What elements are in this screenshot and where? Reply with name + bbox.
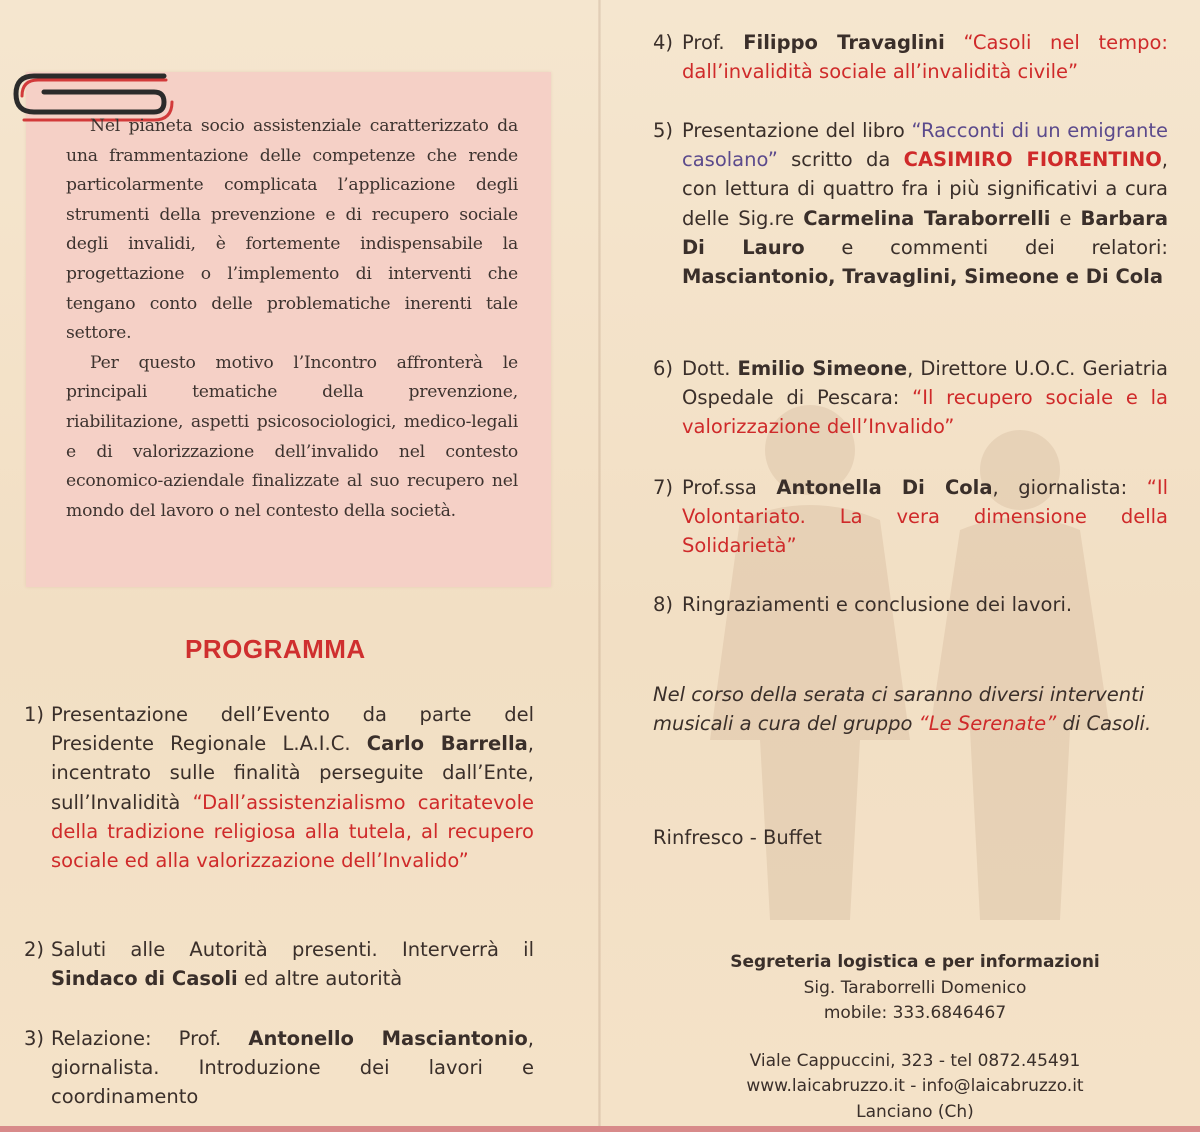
speaker-name: Filippo Travaglini	[743, 31, 945, 54]
program-item-4	[653, 28, 1168, 86]
contact-mobile: mobile: 333.6846467	[823, 1003, 1007, 1023]
item-number: 4)	[653, 31, 674, 54]
item-text: , con lettura di quattro fra i più significativi a cura delle Sig.re	[682, 148, 1168, 230]
book-title: “Racconti di un emigrante casolano”	[682, 119, 1168, 172]
item-body: Ringraziamenti e conclusione dei lavori.	[682, 593, 1073, 616]
item-number: 1)	[24, 703, 45, 726]
program-item-1	[24, 700, 534, 875]
contact-city: Lanciano (Ch)	[856, 1101, 974, 1122]
program-item-3	[24, 1024, 534, 1112]
talk-title: “Dall’assistenzialismo caritatevole della tradizione religiosa alla tutela, al recupero sociale ed alla valorizzazione dell’Invalido”	[51, 790, 534, 873]
intro-paragraph-1: Nel pianeta socio assistenziale caratterizzato da una frammentazione delle competenze che rende particolarmente complicata l’applicazione degli strumenti della prevenzione e di recupero sociale degli invalidi, è fortemente indispensabile la progettazione o l’implemento di interventi che tengano conto delle problematiche inerenti tale settore.	[66, 116, 518, 344]
intro-paragraph-2: Per questo motivo l’Incontro affronterà le principali tematiche della prevenzione, riabilitazione, aspetti psicosociologici, medico-legali e di valorizzazione dell’invalido nel contesto economico-aziendale finalizzate al suo recupero nel mondo del lavoro o nel contesto della società.	[66, 352, 518, 521]
item-text: Presentazione dell’Evento da parte del Presidente Regionale L.A.I.C.	[51, 703, 534, 756]
program-item-2	[24, 935, 534, 993]
talk-title: “Il Volontariato. La vera dimensione della Solidarietà”	[682, 476, 1168, 558]
reader-name: Carmelina Taraborrelli	[803, 206, 1051, 230]
item-body	[51, 700, 534, 875]
program-item-5	[653, 116, 1168, 291]
item-body	[51, 1024, 534, 1112]
item-text: Presentazione del libro	[682, 119, 912, 142]
talk-title: “Il recupero sociale e la valorizzazione dell’Invalido”	[682, 386, 1168, 439]
item-number: 8)	[653, 593, 674, 616]
item-number: 6)	[653, 357, 674, 380]
speaker-name: Antonello Masciantonio	[248, 1027, 528, 1050]
item-text: e	[1050, 206, 1081, 230]
item-text: scritto da	[777, 148, 904, 172]
buffet-note: Rinfresco - Buffet	[653, 826, 822, 849]
closing-text: di Casoli.	[1056, 712, 1152, 735]
item-text: Prof.	[682, 31, 744, 54]
speaker-name: Sindaco di Casoli	[51, 967, 238, 991]
bottom-edge	[0, 1126, 1200, 1132]
item-text: ed altre autorità	[237, 967, 403, 991]
spacer	[700, 1027, 1130, 1049]
item-text: e commenti dei relatori:	[804, 235, 1169, 259]
item-text: Relazione: Prof.	[51, 1027, 249, 1050]
item-text: Dott.	[682, 357, 738, 380]
item-body	[682, 28, 1168, 86]
item-body	[682, 116, 1168, 291]
program-item-6	[653, 354, 1168, 442]
item-body	[682, 354, 1168, 442]
item-text: Saluti alle Autorità presenti. Interverrà il	[51, 938, 534, 961]
item-body	[682, 473, 1168, 561]
item-number: 7)	[653, 476, 674, 499]
item-number: 5)	[653, 119, 674, 142]
item-number: 3)	[24, 1027, 45, 1050]
closing-note	[653, 680, 1173, 738]
talk-title: “Casoli nel tempo: dall’invalidità sociale all’invalidità civile”	[682, 31, 1168, 84]
program-item-8	[653, 590, 1168, 619]
contact-web[interactable]: www.laicabruzzo.it - info@laicabruzzo.it	[746, 1076, 1084, 1096]
music-group: “Le Serenate”	[918, 712, 1057, 735]
contact-block	[700, 950, 1130, 1125]
item-text: Prof.ssa	[682, 476, 777, 499]
item-text: , giornalista. Introduzione dei lavori e coordinamento	[51, 1027, 534, 1109]
closing-text: Nel corso della serata ci saranno diversi interventi musicali a cura del gruppo	[653, 683, 1145, 735]
intro-text	[66, 112, 518, 526]
item-number: 2)	[24, 938, 45, 961]
reader-name: Barbara Di Lauro	[682, 206, 1168, 259]
item-body	[51, 935, 534, 993]
program-item-7	[653, 473, 1168, 561]
programma-heading: PROGRAMMA	[185, 634, 366, 664]
contact-address: Viale Cappuccini, 323 - tel 0872.45491	[749, 1050, 1081, 1071]
author-name: CASIMIRO FIORENTINO	[903, 148, 1162, 172]
page-fold	[598, 0, 601, 1132]
item-text: , Direttore U.O.C. Geriatria Ospedale di Pescara:	[682, 357, 1169, 410]
item-text: , giornalista:	[992, 476, 1147, 499]
contact-person: Sig. Taraborrelli Domenico	[803, 977, 1027, 998]
item-text: , incentrato sulle finalità perseguite dall’Ente, sull’Invalidità	[51, 732, 534, 814]
contact-title: Segreteria logistica e per informazioni	[730, 952, 1100, 972]
speaker-name: Antonella Di Cola	[776, 476, 993, 499]
speaker-names: Masciantonio, Travaglini, Simeone e Di Cola	[682, 265, 1164, 289]
speaker-name: Emilio Simeone	[737, 357, 908, 380]
speaker-name: Carlo Barrella	[366, 732, 528, 756]
